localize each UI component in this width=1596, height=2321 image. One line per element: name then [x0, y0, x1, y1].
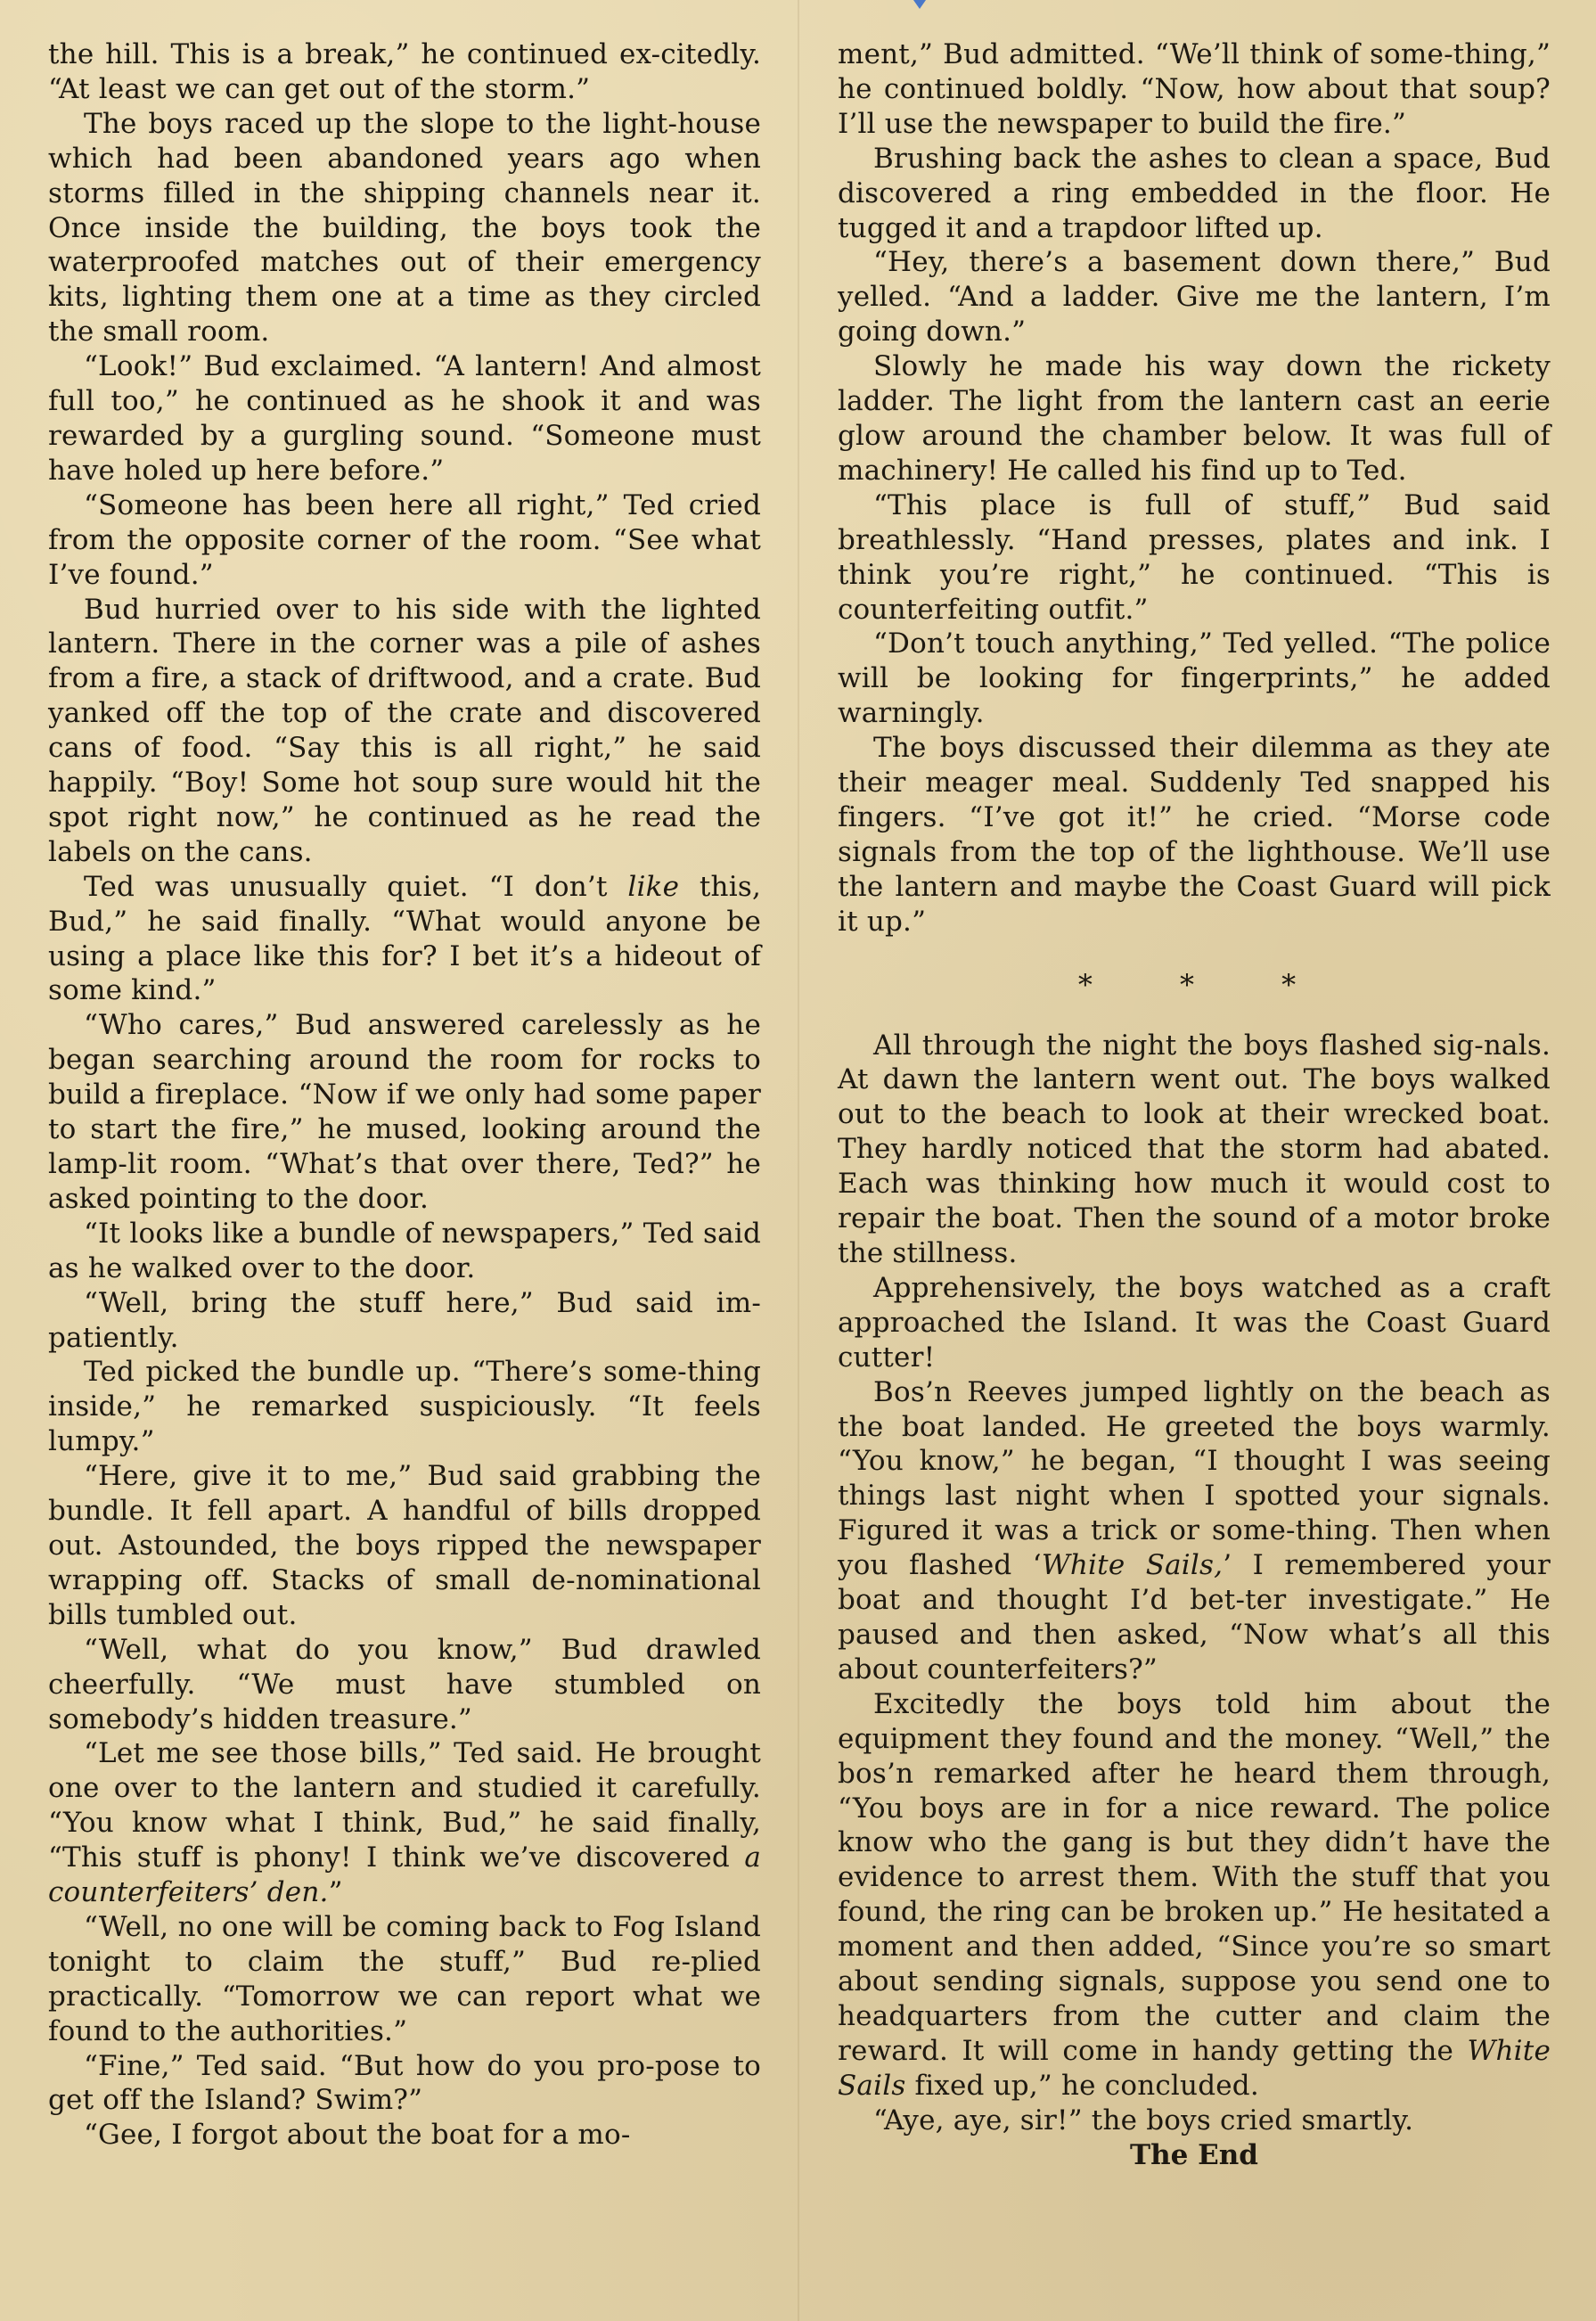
paragraph-continued: ment,” Bud admitted. “We’ll think of some-thing,” he continued boldly. “Now, how about that soup? I’ll use the newspaper to build the fire.” [838, 38, 1551, 140]
italic-run: like [627, 870, 680, 903]
paragraph: Slowly he made his way down the rickety ladder. The light from the lantern cast an eerie glow around the chamber below. It was full of machinery! He called his find up to Ted. [838, 350, 1551, 487]
text-run: “Let me see those bills,” Ted said. He brought one over to the lantern and studied it carefully. “You know what I think, Bud,” he said finally, “This stuff is phony! I think we’ve discovered [48, 1737, 761, 1874]
paragraph: “Who cares,” Bud answered carelessly as he began searching around the room for rocks to build a fireplace. “Now if we only had some paper to start the fire,” he mused, looking around the lamp-lit room. “What’s that over there, Ted?” he asked pointing to the door. [48, 1009, 761, 1215]
text-run: ” [328, 1876, 343, 1909]
paragraph [48, 870, 761, 1009]
italic-run: a counterfeiters’ den. [48, 1841, 761, 1909]
text-run: this, Bud,” he said finally. “What would anyone be using a place like this for? I bet it’s a hideout of some kind.” [48, 870, 761, 1007]
paragraph: “Well, bring the stuff here,” Bud said im-patiently. [48, 1286, 761, 1354]
center-fold [798, 0, 799, 2321]
paragraph: Brushing back the ashes to clean a space, Bud discovered a ring embedded in the floor. He tugged it and a trapdoor lifted up. [838, 142, 1551, 244]
section-separator: * * * [1077, 967, 1336, 1002]
paragraph: “Someone has been here all right,” Ted cried from the opposite corner of the room. “See what I’ve found.” [48, 488, 761, 591]
the-end-label: The End [1130, 2138, 1258, 2171]
corner-mark-icon [913, 0, 926, 9]
text-run: ’ I remembered your boat and thought I’d bet-ter investigate.” He paused and then asked, “Now what’s all this about counterfeiters?” [838, 1549, 1551, 1685]
paragraph-continued: the hill. This is a break,” he continued ex-citedly. “At least we can get out of the storm.” [48, 38, 761, 105]
paragraph: Ted picked the bundle up. “There’s some-thing inside,” he remarked suspiciously. “It feels lumpy.” [48, 1356, 761, 1458]
paragraph: “Well, no one will be coming back to Fog Island tonight to claim the stuff,” Bud re-plied practically. “Tomorrow we can report what we found to the authorities.” [48, 1910, 761, 2047]
paragraph: The boys raced up the slope to the light-house which had been abandoned years ago when storms filled in the shipping channels near it. Once inside the building, the boys took the waterproofed matches out of their emergency kits, lighting them one at a time as they circled the small room. [48, 107, 761, 349]
paragraph: The boys discussed their dilemma as they ate their meager meal. Suddenly Ted snapped his fingers. “I’ve got it!” he cried. “Morse code signals from the top of the lighthouse. We’ll use the lantern and maybe the Coast Guard will pick it up.” [838, 732, 1551, 938]
paragraph: “Hey, there’s a basement down there,” Bud yelled. “And a ladder. Give me the lantern, I’m going down.” [838, 246, 1551, 349]
paragraph: “Don’t touch anything,” Ted yelled. “The police will be looking for fingerprints,” he added warningly. [838, 627, 1551, 730]
right-column [838, 37, 1551, 2172]
paragraph [48, 1736, 761, 1910]
text-run: Bos’n Reeves jumped lightly on the beach as the boat landed. He greeted the boys warmly. “You know,” he began, “I thought I was seeing things last night when I spotted your signals. Figured it was a trick or some-thing. Then when you flashed ‘ [838, 1375, 1551, 1582]
paragraph: All through the night the boys flashed sig-nals. At dawn the lantern went out. The boys walked out to the beach to look at their wrecked boat. They hardly noticed that the storm had abated. Each was thinking how much it would cost to repair the boat. Then the sound of a motor broke the stillness. [838, 1029, 1551, 1269]
paragraph [838, 1375, 1551, 1687]
italic-run: White Sails [838, 2034, 1551, 2102]
text-run: fixed up,” he concluded. [905, 2069, 1259, 2102]
paragraph: “Aye, aye, sir!” the boys cried smartly. [873, 2104, 1414, 2136]
paragraph: “It looks like a bundle of newspapers,” Ted said as he walked over to the door. [48, 1217, 761, 1284]
paragraph: “Gee, I forgot about the boat for a mo- [84, 2119, 631, 2152]
text-run: Excitedly the boys told him about the equipment they found and the money. “Well,” the bos’n remarked after he heard them through, “You boys are in for a nice reward. The police know who the gang is but they didn’t have the evidence to arrest them. With the stuff that you found, the ring can be broken up.” He hesitated a moment and then added, “Since you’re so smart about sending signals, suppose you send one to headquarters from the cutter and claim the reward. It will come in handy getting the [838, 1687, 1551, 2067]
paragraph: Apprehensively, the boys watched as a craft approached the Island. It was the Coast Guard cutter! [838, 1271, 1551, 1374]
left-column [48, 37, 761, 2153]
paragraph [838, 1687, 1551, 2104]
paragraph: “Here, give it to me,” Bud said grabbing the bundle. It fell apart. A handful of bills dropped out. Astounded, the boys ripped the newspaper wrapping off. Stacks of small de-nominational bills tumbled out. [48, 1460, 761, 1631]
paragraph: “Fine,” Ted said. “But how do you pro-pose to get off the Island? Swim?” [48, 2049, 761, 2117]
paragraph: “Well, what do you know,” Bud drawled cheerfully. “We must have stumbled on somebody’s hidden treasure.” [48, 1633, 761, 1735]
paragraph: “Look!” Bud exclaimed. “A lantern! And almost full too,” he continued as he shook it and was rewarded by a gurgling sound. “Someone must have holed up here before.” [48, 350, 761, 487]
text-run: Ted was unusually quiet. “I don’t [84, 870, 628, 903]
italic-run: White Sails, [1041, 1549, 1224, 1582]
paragraph: Bud hurried over to his side with the lighted lantern. There in the corner was a pile of ashes from a fire, a stack of driftwood, and a crate. Bud yanked off the top of the crate and discovered cans of food. “Say this is all right,” he said happily. “Boy! Some hot soup sure would hit the spot right now,” he continued as he read the labels on the cans. [48, 593, 761, 868]
paragraph: “This place is full of stuff,” Bud said breathlessly. “Hand presses, plates and ink. I think you’re right,” he continued. “This is counterfeiting outfit.” [838, 488, 1551, 626]
